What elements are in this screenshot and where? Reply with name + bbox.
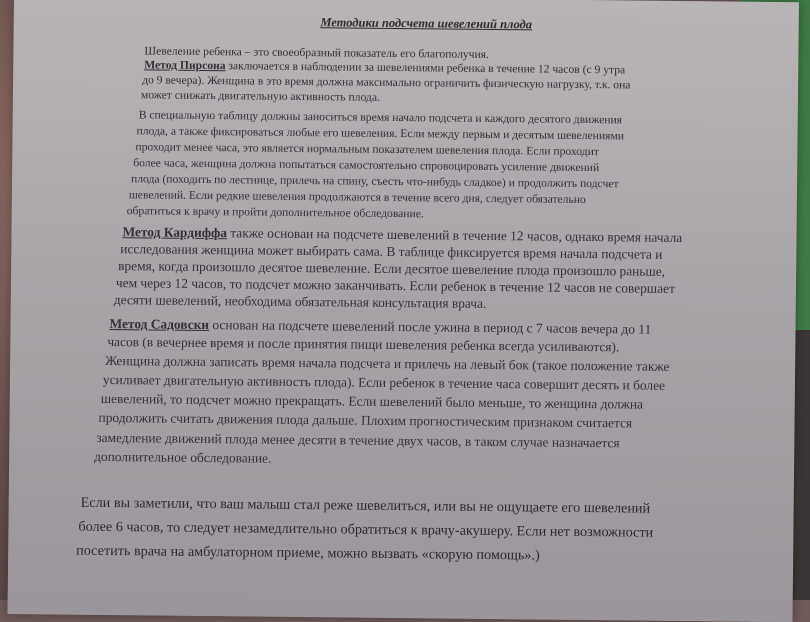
text-line: В специальную таблицу должны заноситься время начало подсчета и каждого десятого движения bbox=[138, 108, 623, 127]
text-line: Метод Кардиффа также основан на подсчете шевелений в течение 12 часов, однако время начала bbox=[122, 224, 683, 246]
text-line: Метод Садовски основан на подсчете шевелений после ужина в период с 7 часов вечера до 11 bbox=[109, 316, 652, 337]
text-line: усиливает двигательную активность плода). Если ребенок в течение часа совершит десять и более bbox=[102, 371, 666, 393]
text-line: плода (походить по лестнице, прилечь на спину, съесть что-нибудь сладкое) и продолжить подсчет bbox=[131, 172, 619, 191]
text-line: часов (в вечернее время и после принятия пищи шевеления ребенка всегда усиливаются). bbox=[107, 333, 620, 355]
text-line: Если вы заметили, что ваш малыш стал реже шевелиться, или вы не ощущаете его шевелений bbox=[80, 494, 651, 517]
text-line: до 9 вечера). Женщина в это время должна максимально ограничить физическую нагрузку, т.к. она bbox=[142, 73, 631, 92]
method-name: Метод Пирсона bbox=[144, 58, 226, 73]
text-line: исследования женщина может выбирать сама. В таблице фиксируется время начала подсчета и bbox=[120, 241, 663, 262]
text-line: посетить врача на амбулаторном приеме, можно вызвать «скорую помощь».) bbox=[76, 542, 540, 564]
text-line: дополнительное обследование. bbox=[94, 448, 272, 466]
text-line: замедление движений плода менее десяти в течение двух часов, в таком случае назначается bbox=[96, 429, 620, 451]
text-line: обратиться к врачу и пройти дополнительное обследование. bbox=[126, 204, 424, 221]
document-content bbox=[8, 0, 799, 622]
text-line: шевелений. Если редкие шевеления продолжаются в течение всего дня, следует обязательно bbox=[128, 188, 586, 206]
text-line: проходит менее часа, это является нормальным показателем шевеления плода. Если проходит bbox=[135, 140, 599, 159]
text-line: более часа, женщина должна попытаться самостоятельно спровоцировать усиление движений bbox=[133, 156, 600, 175]
text-line: Женщина должна записать время начала подсчета и прилечь на левый бок (такое положение также bbox=[105, 352, 670, 374]
text-line: может снижать двигательную активность плода. bbox=[140, 88, 380, 104]
text-line: продолжить считать движения плода дальше. Плохим прогностическим признаком считается bbox=[98, 409, 633, 431]
document-title: Методики подсчета шевелений плода bbox=[320, 15, 533, 32]
method-name: Метод Садовски bbox=[109, 316, 210, 333]
method-name: Метод Кардиффа bbox=[122, 224, 228, 241]
paper-sheet bbox=[8, 0, 799, 622]
text-line: шевелений, то подсчет можно прекращать. Если шевелений было меньше, то женщина должна bbox=[100, 390, 644, 412]
text-line: Шевеление ребенка – это своеобразный показатель его благополучия. bbox=[144, 44, 490, 61]
text-line: плода, а также фиксироваться любые его шевеления. Если между первым и десятым шевелениями bbox=[136, 124, 625, 143]
text-line: десяти шевелений, необходима обязательная консультация врача. bbox=[113, 292, 487, 311]
text-line: более 6 часов, то следует незамедлительно обратиться к врачу-акушеру. Если нет возможности bbox=[78, 518, 654, 541]
text-line: Метод Пирсона заключается в наблюдении за шевелениями ребенка в течение 12 часов (с 9 утра bbox=[144, 58, 626, 77]
text-line: чем через 12 часов, то подсчет можно заканчивать. Если ребенок в течение 12 часов не совершает bbox=[115, 275, 675, 296]
text-line: время, когда произошло десятое шевеление. Если десятое шевеление плода произошло раньше, bbox=[118, 258, 666, 279]
